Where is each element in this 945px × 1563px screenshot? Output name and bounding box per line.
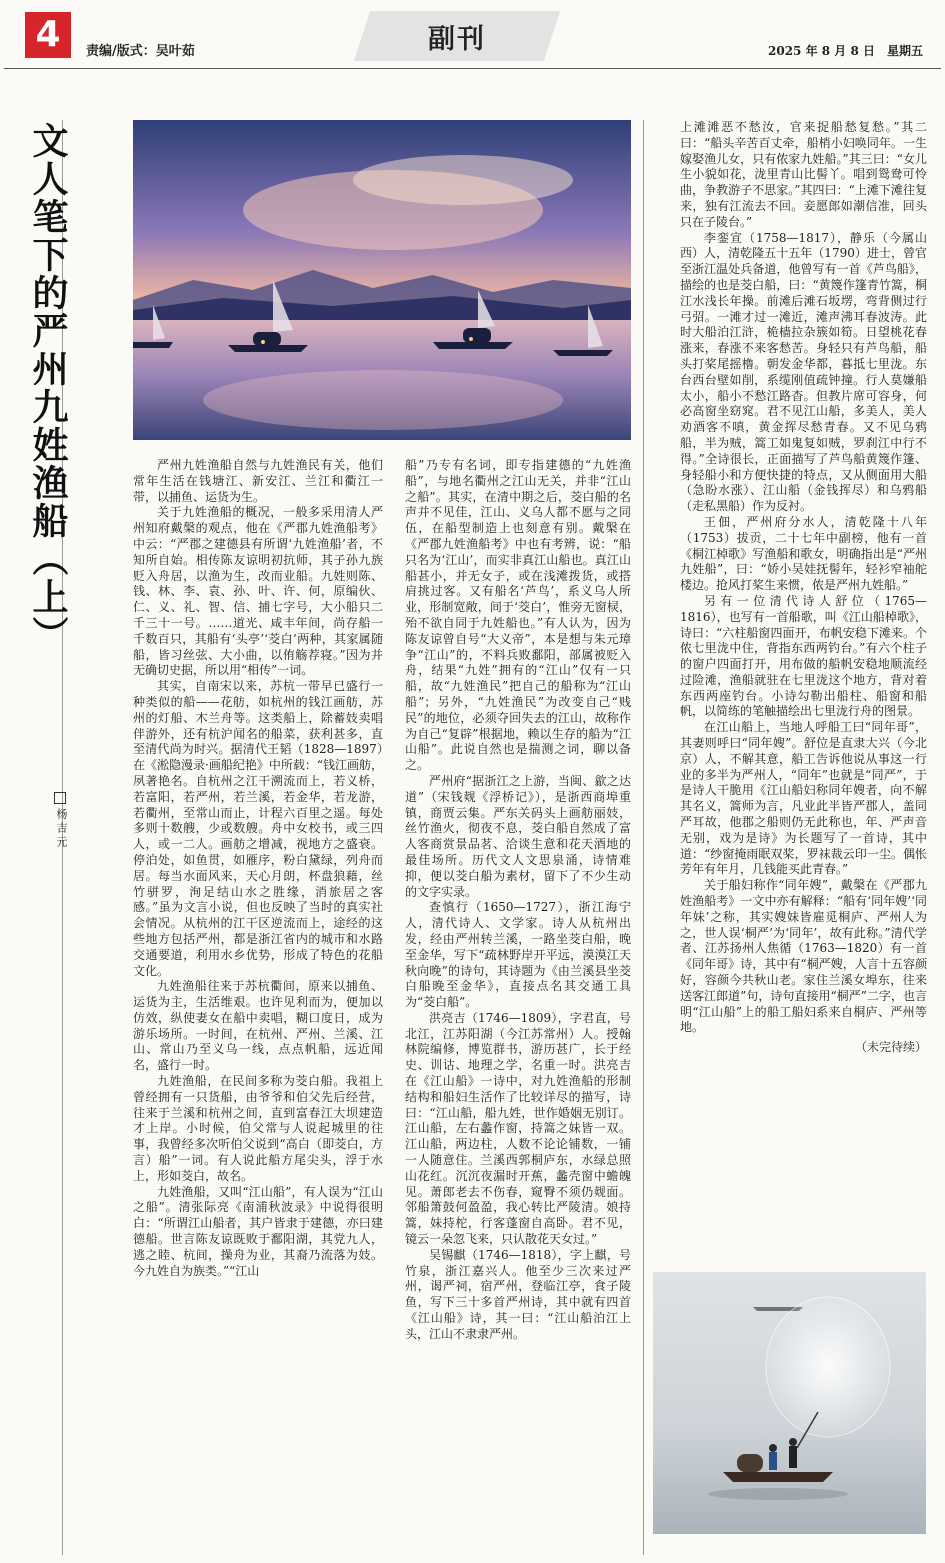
fisherman-casting-net-image [653, 1272, 926, 1534]
column-divider-middle [643, 120, 644, 1555]
author-marker-icon [54, 792, 66, 804]
paragraph: 严州府“据浙江之上游，当闽、歙之达道”（宋钱觌《浮桥记》），是浙西商埠重镇，商贾云集。严东关码头上画舫丽妓，丝竹渔火，彻夜不息，茭白船自然成了富人客商赏景品茗、洽谈生意和花天酒地的最佳场所。历代文人文思泉涌，诗情难抑，便以茭白船为素材，留下了不少生动的文字实录。 [405, 773, 631, 899]
paragraph: 在江山船上，当地人呼船工曰“同年哥”，其妻则呼曰“同年嫂”。舒位是直隶大兴（今北京）人，不解其意，船工告诉他说从事这一行业的多半为严州人，“同年”也就是“同严”，于是诗人干脆用《江山船妇称同年嫂者，向不解其名义，篙师为言，凡业此半皆严郡人，盖同严耳故，他郡之船则仍无此称也，年、严声音无别，戏为是诗》为长题写了一首诗，其中道：“纱窗掩雨眠双桨，罗袜裁云印一尘。偶怅芳年有年月，几钱能买此青春。” [680, 720, 927, 877]
paragraph: 洪亮吉（1746—1809），字君直，号北江，江苏阳湖（今江苏常州）人。授翰林院编修，博览群书，游历甚广，长于经史、训诂、地理之学，名重一时。洪亮吉在《江山船》一诗中，对九姓渔船的形制结构和船妇生活作了比较详尽的描写，诗曰：“江山船，船九姓，世作婚姻无别订。江山船，左右蠡作窗，持篙之妹皆一双。江山船，两边柱，人数不论论铺数，一铺一人随意住。兰溪西郭桐庐东，水绿总照山花红。沉沉夜漏时开蕉，蠡壳窗中蟾魄见。萧郎老去不伤春，窥臀不须仍觌面。邻船箫鼓何盈盈，我心转比严陵清。娘持篙，妹持柁，行客蓬窗自高卧。君不见，镜云一朵忽飞来，只认散花天女过。” [405, 1010, 631, 1247]
paragraph: 吴锡麒（1746—1818），字上麒，号竹泉，浙江嘉兴人。他至少三次来过严州，谒严祠，宿严州，登临江亭，食子陵鱼，写下三十多首严州诗，其中就有四首《江山船》诗，其一曰：“江山船泊江上头，江山不隶隶严州。 [405, 1247, 631, 1341]
paragraph: 船”乃专有名词，即专指建德的“九姓渔船”，与地名衢州之江山无关，并非“江山之船”。其实，在清中期之后，茭白船的名声并不见佳，江山、义乌人都不愿与之同伍，在船型制造上也刻意有别。戴槃在《严郡九姓渔船考》中也有考辨，说：“船只名为‘江山’，而实非真江山船也。真江山船甚小，并无女子，或在浅滩拨货，或搭肩挑过客。又有船名‘芦鸟’，系义乌人所业，形制宽敞，间于‘茭白’，惟旁无窗棂，殆不欲自同于九姓船也。”有人认为，因为陈友谅曾自号“大义帝”，本是想与朱元璋争“江山”的，不料兵败鄱阳，部属被贬入舟，结果“九姓”拥有的“江山”仅有一只船，故“九姓渔民”把自己的船称为“江山船”；另外，“九姓渔民”为改变自己“贱民”的地位，必须夺回失去的江山，故称作为自己“复辟”根据地，赖以生存的船为“江山船”。此说自然也是揣测之词，聊以备之。 [405, 458, 631, 773]
paragraph: 九姓渔船往来于苏杭衢间，原来以捕鱼、运货为主，生活维艰。也许见利而为，便加以仿效，纵使妻女在船中卖唱，糊口度日，成为游乐场所。一时间，在杭州、严州、兰溪、江山、常山乃至义乌一线，点点帆船，远近闻名，盛行一时。 [133, 979, 383, 1073]
paragraph: 九姓渔船，又叫“江山船”，有人误为“江山之船”。清张际亮《南浦秋波录》中说得很明白：“所谓江山船者，其户皆隶于建德，亦曰建德船。世言陈友谅既败于鄱阳湖，其党九人，逃之睦、杭间，操舟为业，其裔乃流落为妓。今九姓自为族类。”“江山 [133, 1184, 383, 1278]
paragraph: 其实，自南宋以来，苏杭一带早已盛行一种类似的船——花舫，如杭州的钱江画舫，苏州的灯船、木兰舟等。这类船上，除蓄妓卖唱伴游外，还有杭沪闻名的船菜，获利甚多，直至清代尚为时兴。据清代王韬（1828—1897）在《淞隐漫录·画船纪艳》中所载：“钱江画舫，夙著艳名。自杭州之江干溯流而上，若义桥，若富阳，若严州，若兰溪，若金华，若龙游，若衢州，至常山而止，计程六百里之遥。每处多则十数艘，少或数艘。舟中女校书，或三四人，或一二人。画舫之增减，视地方之盛衰。停泊处，如鱼贯，如雁序，粉白黛绿，列舟而居。每当水面风来，天心月朗，杯盘狼藉，丝竹骈罗，洵足结山水之胜缘，消旅居之客感。”虽为文言小说，但也反映了当时的真实社会情况。从杭州的江干区逆流而上，途经的这些地方包括严州，都是浙江省内的城市和水路交通要道，利用水乡优势，形成了特色的花船文化。 [133, 679, 383, 978]
paragraph: 李銮宣（1758—1817），静乐（今属山西）人，清乾隆五十五年（1790）进士，曾官至浙江温处兵备道，他曾写有一首《芦鸟船》，描绘的也是茭白船，曰：“黄篾作篷青竹篙，桐江水浅长年操。前滩后滩石坂塄，弯背侧过行弓弨。一滩才过一滩近，滩声沸耳春波涛。此时大船泊江浒，桅樯拉杂簇如筍。日望桃花春涨来，春涨不来客愁苦。身轻只有芦鸟船，船头打桨尾摇橹。朝发金华都，暮抵七里泷。东台西台壁如削，系缆刚值疏钟撞。行人莫嫌船太小，船小不愁江路杳。但教片席可容身，何必高窗坐窈窕。君不见江山船，多美人，美人劝酒客不嗔，黄金挥尽愁青春。又不见乌鸦船，半为贼，篙工如鬼复如贼，罗刹江中行不得。”全诗很长，正面描写了芦鸟船黄篾作篷、身轻船小和方便快捷的特点，又从侧面用大船（急盼水涨）、江山船（金钱挥尽）和乌鸦船（走私黑船）作为反衬。 [680, 230, 927, 514]
to-be-continued-note: （未完待续） [854, 1040, 927, 1055]
article-column-1 [133, 458, 383, 1279]
issue-date: 2025 年 8 月 8 日 星期五 [768, 44, 923, 58]
paragraph: 另有一位清代诗人舒位（1765—1816），也写有一首船歌，叫《江山船棹歌》，诗曰：“六柱船窗四面开，布帆安稳下滩来。个侬七里泷中住，背指东西两钓台。”有六个柱子的窗户四面打开，用布做的船帆安稳地顺流经过险滩，渔船就驻在七里泷这个地方，背对着东西两座钓台。小诗勾勒出船柱、船窗和船帆，以简练的笔触描绘出七里泷行舟的图景。 [680, 593, 927, 719]
paragraph: 关于船妇称作“同年嫂”，戴槃在《严郡九姓渔船考》一文中亦有解释：“船有‘同年嫂’‘同年妹’之称，其实嫂妹皆雇觅桐庐、严州人为之，世人误‘桐严’为‘同年’，故有此称。”清代学者、江苏扬州人焦循（1763—1820）有一首《同年哥》诗，其中有“桐严嫂，人言十五容颜好，容颜今共秋山老。家住兰溪女埠东，往来送客江郎道”句，诗句直接用“桐严”二字，也言明“江山船”上的船工船妇系来自桐庐、严州等地。 [680, 878, 927, 1035]
paragraph: 查慎行（1650—1727），浙江海宁人，清代诗人、文学家。诗人从杭州出发，经由严州转兰溪，一路坐茭白船，晚至金华，写下“疏林野岸开平远，漠漠江天秋向晚”的诗句，其诗题为《由兰溪县坐茭白船晚至金华》，直接点名其交通工具为“茭白船”。 [405, 900, 631, 1010]
secondary-photo [653, 1272, 926, 1534]
page-header [0, 0, 945, 72]
paragraph: 严州九姓渔船自然与九姓渔民有关，他们常年生活在钱塘江、新安江、兰江和衢江一带，以捕鱼、运货为生。 [133, 458, 383, 504]
main-photo [133, 120, 631, 440]
sunset-river-sailboats-image [133, 120, 631, 440]
paragraph: 王佃，严州府分水人，清乾隆十八年（1753）拔贡，二十七年中副榜，他有一首《桐江棹歌》写渔船和歌女，明确指出是“严州九姓船”，曰：“娇小吴娃抚髻年，轻衫窄袖舵楼边。抢风打桨生来惯，侬是严州九姓船。” [680, 514, 927, 593]
paragraph: 九姓渔船，在民间多称为茭白船。我祖上曾经拥有一只货船，由爷爷和伯父先后经营，往来于兰溪和杭州之间，直到富春江大坝建造才上岸。小时候，伯父常与人说起城里的往事，我曾经多次听伯父说到“高白（即茭白，方言）船”一词。有人说此船方尾尖头，浮于水上，形如茭白，故名。 [133, 1074, 383, 1183]
section-name: 副刊 [428, 24, 486, 55]
article-column-3 [680, 120, 927, 1056]
header-rule [4, 68, 941, 69]
article-author: 杨吉元 [55, 808, 68, 850]
article-title: 文人笔下的严州九姓渔船（上） [27, 122, 68, 654]
paragraph: 关于九姓渔船的概况，一般多采用清人严州知府戴槃的观点，他在《严郡九姓渔船考》中云：“严郡之建德县有所谓‘九姓渔船’者，不知所自始。相传陈友谅明初抗师，其子孙九族贬入舟居，以渔为生，改而业船。九姓则陈、钱、林、李、袁、孙、叶、许、何，原编伙、仁、义、礼、智、信、捕七字号，大小船只二千三十一号。……道光、咸丰年间，尚存船一千数百只，其船有‘头亭’‘茭白’两种，其家属随船，皆习丝弦、大小曲，以侑觞荐寝。”因为并无确切史据，所以用“相传”一词。 [133, 505, 383, 678]
editor-credit: 责编/版式：吴叶茹 [86, 44, 195, 59]
page-number: 4 [25, 12, 71, 58]
article-column-2 [405, 458, 631, 1343]
paragraph: 上滩滩恶不愁汝，官来捉船愁复愁。”其二曰：“船头辛苦百丈牵，船梢小妇唤同年。一生嫁娶渔儿女，只有侬家九姓船。”其三曰：“女儿生小貌如花，泷里青山比髻丫。唱到鸳鸯可怜曲，争教游子不思家。”其四曰：“上滩下滩往复来，独有江流去不回。妾愿郎如潮信准，回头只在子陵台。” [680, 120, 927, 229]
